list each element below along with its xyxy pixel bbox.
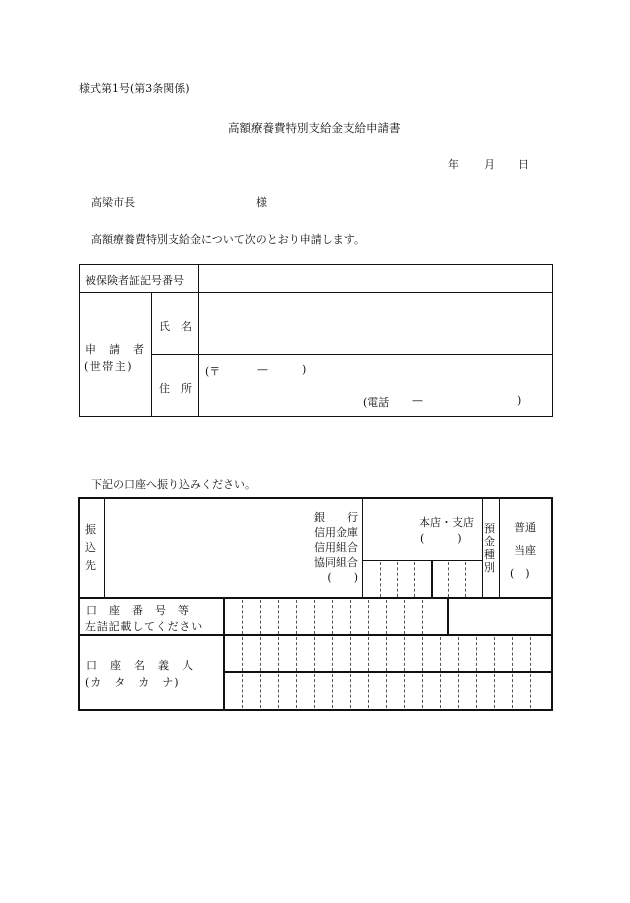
- branch-label: 本店・支店: [419, 516, 474, 529]
- postal-close: ): [302, 363, 307, 376]
- addressee-honorific: 様: [256, 196, 267, 209]
- table-line: [79, 264, 80, 417]
- table-line: [78, 597, 553, 599]
- postal-dash: —: [257, 363, 268, 376]
- table-line: [151, 354, 552, 355]
- applicant-label: 申 請 者: [85, 343, 145, 356]
- branch-paren: ( ): [420, 532, 462, 545]
- table-line: [552, 264, 553, 417]
- deposit-paren: ( ): [510, 567, 530, 580]
- insured-number-label: 被保険者証記号番号: [85, 274, 184, 287]
- table-line: [78, 709, 553, 711]
- form-number: 様式第1号(第3条関係): [79, 82, 190, 95]
- table-line: [151, 292, 152, 417]
- bank-type-list: [306, 510, 358, 585]
- deposit-type-char: 別: [484, 561, 495, 574]
- account-number-label: 口 座 番 号 等: [86, 604, 190, 617]
- insured-number-input[interactable]: [200, 266, 550, 291]
- transfer-notice: 下記の口座へ振り込みください。: [91, 478, 256, 491]
- table-line: [79, 264, 552, 265]
- date-month: 月: [484, 158, 495, 171]
- bank-type-kyodo: 協同組合: [314, 556, 358, 569]
- table-line: [78, 634, 553, 636]
- bank-type-paren: ( ): [327, 571, 358, 584]
- addressee-name: 高梁市長: [91, 196, 135, 209]
- postal-open: (〒: [205, 365, 221, 378]
- digit-divider: [465, 562, 466, 597]
- deposit-option-toza[interactable]: 当座: [514, 544, 536, 557]
- table-line: [79, 416, 552, 417]
- table-line: [362, 560, 482, 561]
- date-day: 日: [518, 158, 529, 171]
- account-holder-input-2[interactable]: [226, 674, 550, 708]
- table-line: [551, 497, 553, 711]
- table-line: [104, 497, 105, 598]
- bank-type-shinkin: 信用金庫: [314, 526, 358, 539]
- account-number-sublabel: 左詰記載してください: [85, 620, 203, 633]
- table-line: [79, 292, 552, 293]
- destination-label: [85, 521, 96, 575]
- digit-divider: [380, 562, 381, 597]
- digit-divider: [414, 562, 415, 597]
- digit-divider: [448, 562, 449, 597]
- date-year: 年: [448, 158, 459, 171]
- name-label: 氏 名: [159, 320, 192, 333]
- account-holder-label: 口 座 名 義 人: [86, 659, 194, 672]
- bank-type-shinkumi: 信用組合: [314, 541, 358, 554]
- deposit-type-char: 種: [484, 548, 495, 561]
- intro-text: 高額療養費特別支給金について次のとおり申請します。: [91, 233, 365, 246]
- table-line: [431, 560, 433, 598]
- account-number-input[interactable]: [226, 600, 446, 633]
- deposit-type-label: [484, 522, 495, 574]
- table-line: [223, 597, 225, 710]
- bank-name-input[interactable]: [106, 500, 306, 596]
- form-title: 高額療養費特別支給金支給申請書: [228, 121, 401, 135]
- table-line: [482, 497, 483, 598]
- deposit-type-char: 金: [484, 535, 495, 548]
- digit-divider: [397, 562, 398, 597]
- account-holder-sublabel: (カ タ カ ナ): [85, 676, 180, 689]
- deposit-type-char: 預: [484, 522, 495, 535]
- table-line: [499, 497, 500, 598]
- phone-open: (電話: [363, 396, 390, 409]
- phone-dash: —: [412, 394, 423, 407]
- table-line: [78, 497, 80, 711]
- table-line: [223, 671, 553, 673]
- account-holder-input-1[interactable]: [226, 637, 550, 670]
- destination-char: 先: [85, 559, 96, 572]
- applicant-sub-label: (世帯主): [84, 360, 134, 373]
- table-line: [362, 497, 363, 598]
- destination-char: 振: [85, 523, 96, 536]
- table-line: [447, 597, 449, 635]
- table-line: [198, 264, 199, 417]
- name-input[interactable]: [200, 294, 550, 353]
- deposit-option-futsu[interactable]: 普通: [514, 521, 536, 534]
- phone-close: ): [517, 394, 522, 407]
- bank-type-bank: 銀 行: [314, 511, 358, 524]
- address-label: 住 所: [159, 382, 192, 395]
- destination-char: 込: [85, 541, 96, 554]
